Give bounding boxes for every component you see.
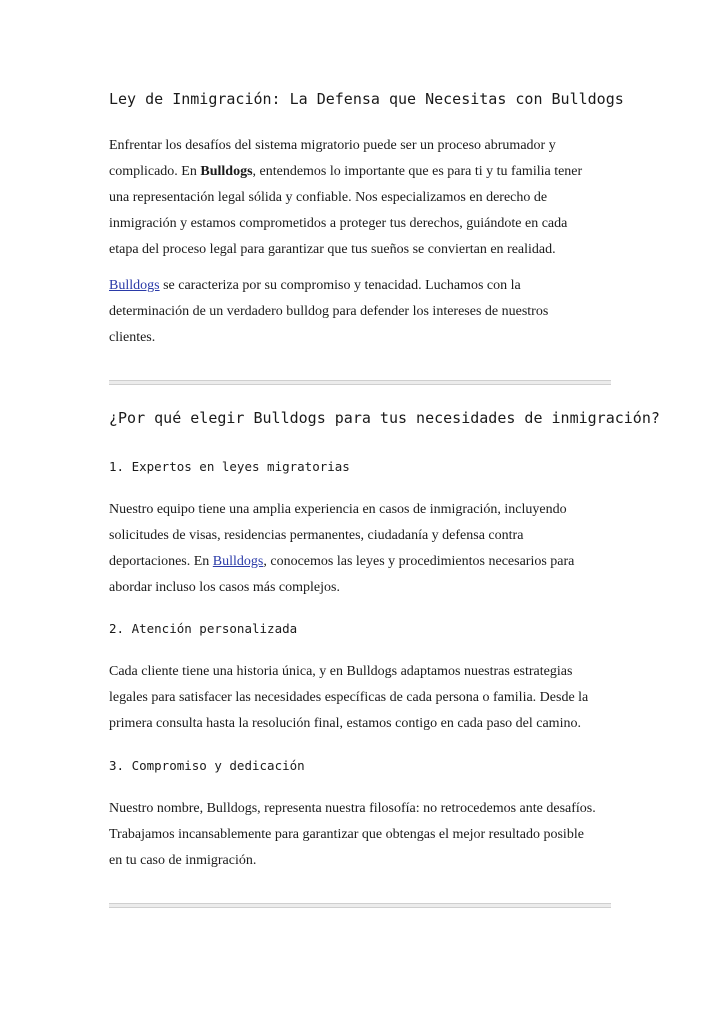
bold-brand: Bulldogs (200, 164, 253, 179)
text-line: determinación de un verdadero bulldog para defender los intereses de nuestros (109, 304, 549, 319)
text-line (109, 273, 619, 299)
text-line: solicitudes de visas, residencias permanentes, ciudadanía y defensa contra (109, 528, 524, 543)
text-line: Cada cliente tiene una historia única, y en Bulldogs adaptamos nuestras estrategias (109, 664, 573, 679)
text-line: legales para satisfacer las necesidades específicas de cada persona o familia. Desde la (109, 690, 589, 705)
bulldogs-link[interactable]: Bulldogs (212, 554, 264, 569)
main-heading: Ley de Inmigración: La Defensa que Necesitas con Bulldogs (109, 90, 624, 108)
why-heading: ¿Por qué elegir Bulldogs para tus necesidades de inmigración? (109, 409, 660, 427)
text-line: Nuestro nombre, Bulldogs, representa nuestra filosofía: no retrocedemos ante desafíos. (109, 801, 596, 816)
text-span: complicado. En (109, 164, 201, 179)
item3-paragraph (109, 796, 619, 874)
section-divider (109, 380, 611, 385)
intro-paragraph (109, 133, 619, 263)
item2-paragraph (109, 659, 619, 737)
section-divider (109, 903, 611, 908)
text-span: , entendemos lo importante que es para ti y tu familia tener (252, 164, 583, 179)
item2-heading: 2. Atención personalizada (109, 621, 298, 636)
text-line: abordar incluso los casos más complejos. (109, 580, 340, 595)
tenacity-paragraph (109, 273, 619, 351)
text-line (109, 549, 619, 575)
item1-paragraph (109, 497, 619, 601)
text-line: Enfrentar los desafíos del sistema migratorio puede ser un proceso abrumador y (109, 138, 556, 153)
text-span: , conocemos las leyes y procedimientos necesarios para (263, 554, 575, 569)
text-line: Trabajamos incansablemente para garantizar que obtengas el mejor resultado posible (109, 827, 584, 842)
text-line: primera consulta hasta la resolución final, estamos contigo en cada paso del camino. (109, 716, 581, 731)
text-line: Nuestro equipo tiene una amplia experiencia en casos de inmigración, incluyendo (109, 502, 567, 517)
text-line: clientes. (109, 330, 156, 345)
text-span: deportaciones. En (109, 554, 213, 569)
item1-heading: 1. Expertos en leyes migratorias (109, 459, 350, 474)
text-line (109, 159, 619, 185)
item3-heading: 3. Compromiso y dedicación (109, 758, 305, 773)
text-line: en tu caso de inmigración. (109, 853, 257, 868)
text-line: etapa del proceso legal para garantizar que tus sueños se conviertan en realidad. (109, 242, 556, 257)
bulldogs-link[interactable]: Bulldogs (109, 278, 160, 293)
text-line: una representación legal sólida y confiable. Nos especializamos en derecho de (109, 190, 548, 205)
text-span: se caracteriza por su compromiso y tenacidad. Luchamos con la (159, 278, 521, 293)
text-line: inmigración y estamos comprometidos a proteger tus derechos, guiándote en cada (109, 216, 568, 231)
